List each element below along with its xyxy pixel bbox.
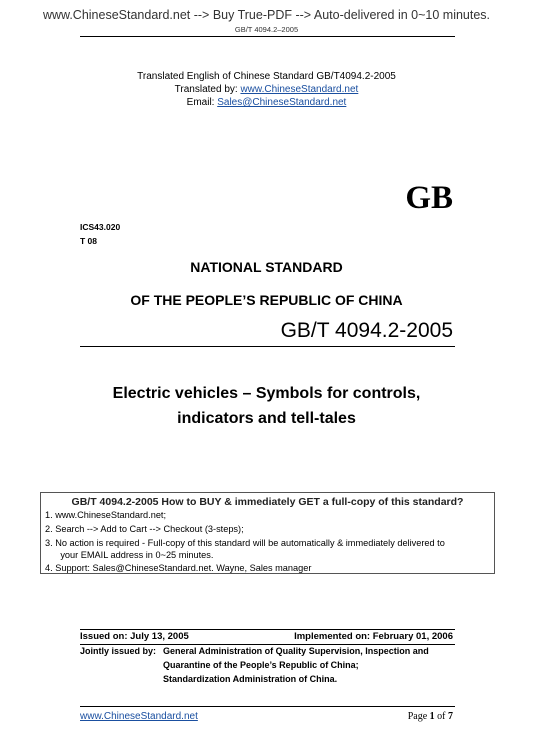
issued-date: Issued on: July 13, 2005 [80, 631, 189, 642]
country-heading: OF THE PEOPLE’S REPUBLIC OF CHINA [130, 292, 403, 308]
page-prefix: Page [407, 711, 430, 722]
translated-by-label: Translated by: [174, 84, 241, 95]
translated-by-line [0, 84, 533, 95]
translation-note: Translated English of Chinese Standard GB/T4094.2-2005 [137, 71, 396, 82]
document-title-line1: Electric vehicles – Symbols for controls, [112, 385, 421, 402]
standard-subline: GB/T 4094.2–2005 [234, 25, 299, 34]
standard-code: GB/T 4094.2-2005 [280, 319, 453, 342]
email-line [0, 97, 533, 108]
page-of: of [434, 711, 448, 722]
page-number [408, 711, 453, 722]
national-standard-heading: NATIONAL STANDARD [190, 259, 343, 275]
footer-link[interactable]: www.ChineseStandard.net [80, 711, 198, 722]
issuer-line: Standardization Administration of China. [163, 674, 338, 684]
purchase-step: 1. www.ChineseStandard.net; [45, 510, 167, 520]
email-label: Email: [186, 97, 218, 108]
issuer-line: General Administration of Quality Supervision, Inspection and [163, 646, 429, 656]
ics-code: ICS43.020 [80, 222, 121, 232]
gb-logo: GB [405, 180, 453, 216]
current-page: 1 [429, 711, 435, 722]
purchase-step: 4. Support: Sales@ChineseStandard.net. Wayne, Sales manager [45, 563, 312, 573]
t-code: T 08 [80, 236, 98, 246]
jointly-issued-label: Jointly issued by: [80, 646, 157, 656]
email-link[interactable]: Sales@ChineseStandard.net [217, 97, 347, 108]
total-pages: 7 [448, 711, 453, 722]
purchase-info-box [40, 492, 495, 574]
document-title-line2: indicators and tell-tales [177, 410, 356, 427]
implemented-date: Implemented on: February 01, 2006 [294, 631, 453, 642]
purchase-step: 3. No action is required - Full-copy of this standard will be automatically & immediately delivered to [45, 538, 445, 548]
purchase-step: your EMAIL address in 0~25 minutes. [45, 550, 214, 560]
header-divider [80, 36, 455, 37]
top-banner: www.ChineseStandard.net --> Buy True-PDF --> Auto-delivered in 0~10 minutes. [42, 8, 491, 22]
issue-divider-bottom [80, 644, 455, 645]
translator-link[interactable]: www.ChineseStandard.net [240, 84, 359, 95]
issuer-line: Quarantine of the People’s Republic of China; [163, 660, 359, 670]
purchase-step: 2. Search --> Add to Cart --> Checkout (3-steps); [45, 524, 244, 534]
issue-divider-top [80, 629, 455, 630]
code-divider [80, 346, 455, 347]
purchase-heading: GB/T 4094.2-2005 How to BUY & immediately GET a full-copy of this standard? [71, 496, 464, 508]
footer-divider [80, 706, 455, 707]
